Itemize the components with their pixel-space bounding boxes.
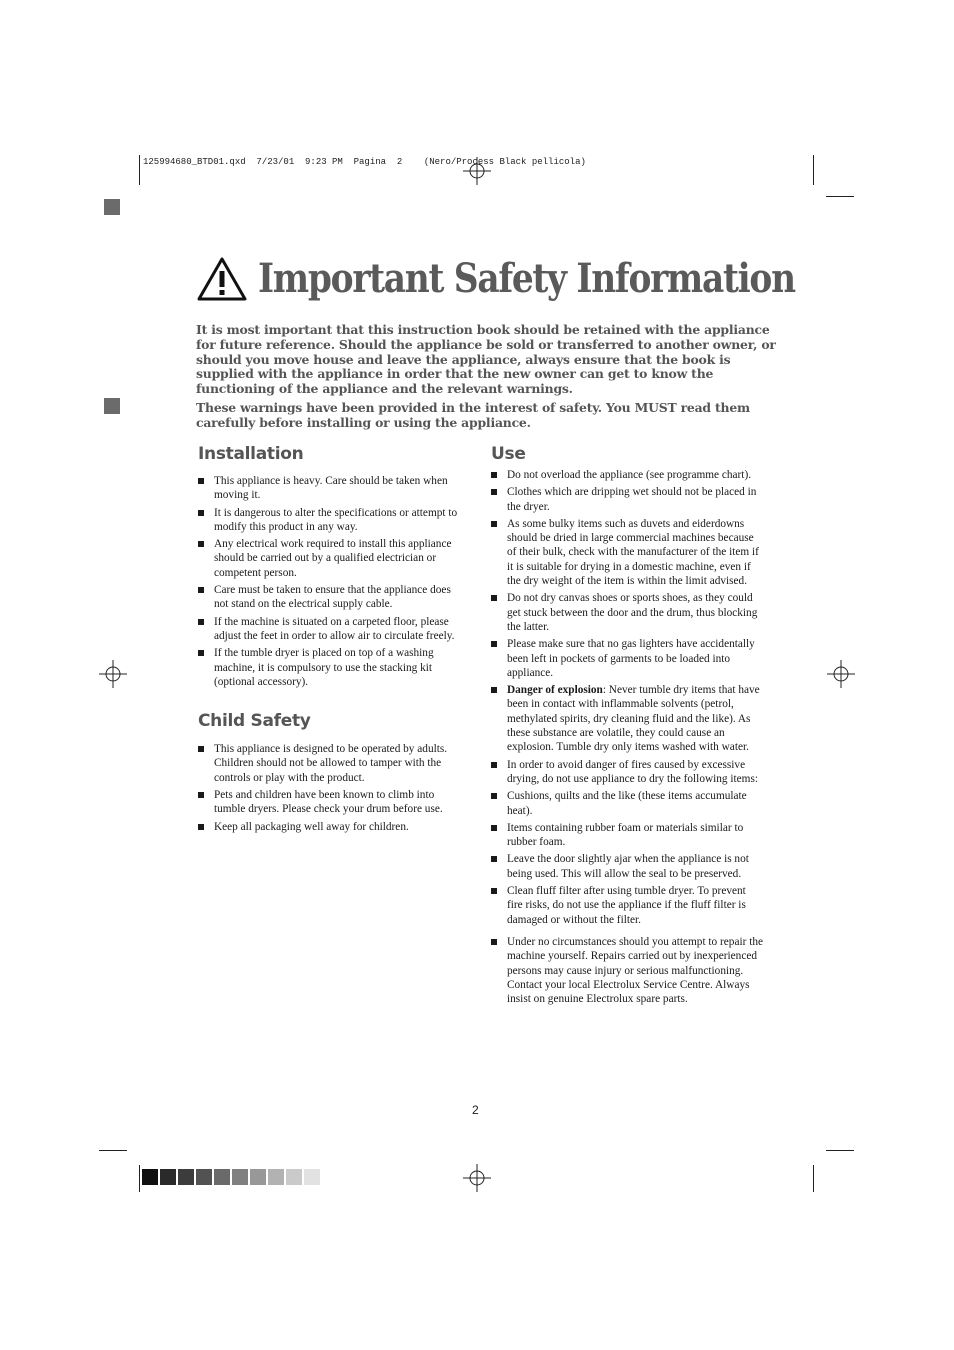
list-item: Any electrical work required to install this appliance should be carried out by a qualified electrician or competent person. [198, 537, 463, 580]
list-item: Under no circumstances should you attempt to repair the machine yourself. Repairs carried out by inexperienced persons may cause injury or serious malfunctioning. Contact your local Electrolux Service Centre. Always insist on genuine Electrolux spare parts. [491, 935, 763, 1006]
color-swatch [304, 1169, 320, 1185]
bullet-icon [491, 856, 497, 862]
crop-mark [826, 1150, 854, 1151]
color-swatch [160, 1169, 176, 1185]
bullet-icon [491, 595, 497, 601]
registration-mark-icon [463, 1164, 491, 1192]
bullet-icon [198, 824, 204, 830]
color-swatch [196, 1169, 212, 1185]
color-swatch [250, 1169, 266, 1185]
bullet-icon [198, 650, 204, 656]
crop-mark [813, 155, 814, 185]
list-item: It is dangerous to alter the specifications or attempt to modify this product in any way. [198, 506, 463, 535]
child-safety-heading: Child Safety [198, 711, 311, 732]
bullet-icon [491, 939, 497, 945]
intro-text [196, 323, 776, 435]
page-title: Important Safety Information [258, 255, 795, 302]
crop-mark [826, 196, 854, 197]
explosion-label: Danger of explosion [507, 684, 603, 697]
bullet-icon [198, 746, 204, 752]
use-list [491, 468, 763, 1006]
use-heading: Use [491, 444, 526, 464]
list-item: Please make sure that no gas lighters have accidentally been left in pockets of garments to be loaded into appliance. [491, 637, 763, 680]
color-swatch [286, 1169, 302, 1185]
list-item: Cushions, quilts and the like (these items accumulate heat). [491, 789, 763, 818]
list-item: Items containing rubber foam or materials similar to rubber foam. [491, 821, 763, 850]
list-item: Leave the door slightly ajar when the appliance is not being used. This will allow the seal to be preserved. [491, 852, 763, 881]
bullet-icon [198, 478, 204, 484]
crop-mark [139, 155, 140, 185]
list-item: Care must be taken to ensure that the appliance does not stand on the electrical supply cable. [198, 583, 463, 612]
list-item: Do not dry canvas shoes or sports shoes, as they could get stuck between the door and the drum, thus blocking the latter. [491, 591, 763, 634]
crop-mark [99, 1150, 127, 1151]
bullet-icon [491, 521, 497, 527]
installation-list [198, 474, 463, 689]
bullet-icon [491, 489, 497, 495]
color-swatch [214, 1169, 230, 1185]
gray-square-marker [104, 199, 120, 215]
intro-paragraph: These warnings have been provided in the interest of safety. You MUST read them carefully before installing or using the appliance. [196, 399, 750, 430]
intro-paragraph: It is most important that this instruction book should be retained with the appliance for future reference. Should the appliance be sold or transferred to another owner, or should you move house and leave the appliance, always ensure that the book is supplied with the appliance in order that the new owner can get to know the functioning of the appliance and the relevant warnings. [196, 322, 776, 397]
list-item: Clean fluff filter after using tumble dryer. To prevent fire risks, do not use the appliance if the fluff filter is damaged or without the filter. [491, 884, 763, 927]
bullet-icon [491, 793, 497, 799]
list-item: If the machine is situated on a carpeted floor, please adjust the feet in order to allow air to circulate freely. [198, 615, 463, 644]
list-item: If the tumble dryer is placed on top of a washing machine, it is compulsory to use the stacking kit (optional accessory). [198, 646, 463, 689]
list-item: Clothes which are dripping wet should not be placed in the dryer. [491, 485, 763, 514]
list-item: This appliance is designed to be operated by adults. Children should not be allowed to tamper with the controls or play with the product. [198, 742, 463, 785]
installation-heading: Installation [198, 444, 304, 464]
crop-mark [813, 1165, 814, 1192]
print-slug: 125994680_BTD01.qxd 7/23/01 9:23 PM Pagina 2 (Nero/Process Black pellicola) [143, 157, 586, 167]
gray-square-marker [104, 398, 120, 414]
list-item: In order to avoid danger of fires caused by excessive drying, do not use appliance to dry the following items: [491, 758, 763, 787]
bullet-icon [198, 541, 204, 547]
bullet-icon [198, 510, 204, 516]
color-swatch [268, 1169, 284, 1185]
bullet-icon [198, 792, 204, 798]
title-block [196, 255, 882, 302]
registration-mark-icon [463, 157, 491, 185]
left-column [198, 444, 463, 837]
right-column [491, 444, 763, 1009]
registration-mark-icon [827, 660, 855, 688]
list-item-explosion: Danger of explosion: Never tumble dry items that have been in contact with inflammable solvents (petrol, methylated spirits, dry cleaning fluid and the like). As these substance are volatile, they could cause an explosion. Tumble dry only items washed with water. [491, 683, 763, 754]
bullet-icon [491, 888, 497, 894]
bullet-icon [491, 641, 497, 647]
color-swatch [232, 1169, 248, 1185]
bullet-icon [491, 687, 497, 693]
list-item: Keep all packaging well away for children. [198, 820, 463, 834]
color-swatch [142, 1169, 158, 1185]
bullet-icon [491, 762, 497, 768]
warning-triangle-icon [196, 256, 248, 302]
page-number: 2 [472, 1103, 479, 1117]
registration-mark-icon [99, 660, 127, 688]
color-swatch [178, 1169, 194, 1185]
list-item: Do not overload the appliance (see programme chart). [491, 468, 763, 482]
bullet-icon [198, 619, 204, 625]
list-item: Pets and children have been known to climb into tumble dryers. Please check your drum before use. [198, 788, 463, 817]
bullet-icon [491, 825, 497, 831]
list-item: This appliance is heavy. Care should be taken when moving it. [198, 474, 463, 503]
bullet-icon [198, 587, 204, 593]
crop-mark [139, 1165, 140, 1192]
bullet-icon [491, 472, 497, 478]
list-item: As some bulky items such as duvets and eiderdowns should be dried in large commercial machines because of their bulk, check with the manufacturer of the item if it is suitable for drying in a domestic machine, even if the dry weight of the item is within the limit advised. [491, 517, 763, 588]
child-safety-list [198, 742, 463, 834]
